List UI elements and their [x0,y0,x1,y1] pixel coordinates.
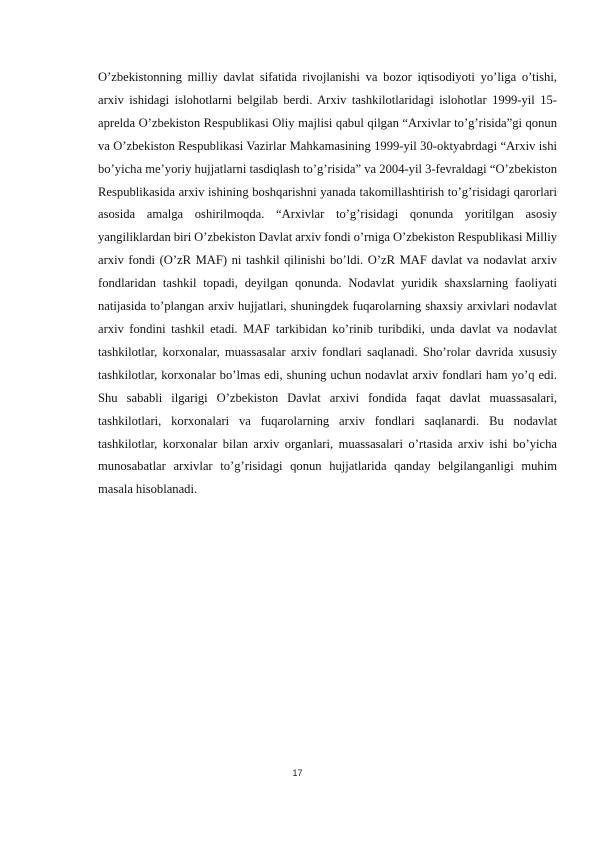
page-number: 17 [292,768,303,778]
body-paragraph: O’zbekistonning milliy davlat sifatida rivojlanishi va bozor iqtisodiyoti yo’liga o’tishi, arxiv ishidagi islohotlarni belgilab berdi. Arxiv tashkilotlaridagi islohotlar 1999-yil 15-aprelda O’zbekiston Respublikasi Oliy majlisi qabul qilgan “Arxivlar to’g’risida”gi qonun va O’zbekiston Respublikasi Vazirlar Mahkamasining 1999-yil 30-oktyabrdagi “Arxiv ishi bo’yicha me’yoriy hujjatlarni tasdiqlash to’g’risida” va 2004-yil 3-fevraldagi “O’zbekiston Respublikasida arxiv ishining boshqarishni yanada takomillashtirish to’g’risidagi qarorlari asosida amalga oshirilmoqda. “Arxivlar to’g’risidagi qonunda yoritilgan asosiy yangiliklardan biri O’zbekiston Davlat arxiv fondi o’rniga O’zbekiston Respublikasi Milliy arxiv fondi (O’zR MAF) ni tashkil qilinishi bo’ldi. O’zR MAF davlat va nodavlat arxiv fondlaridan tashkil topadi, deyilgan qonunda. Nodavlat yuridik shaxslarning faoliyati natijasida to’plangan arxiv hujjatlari, shuningdek fuqarolarning shaxsiy arxivlari nodavlat arxiv fondini tashkil etadi. MAF tarkibidan ko’rinib turibdiki, unda davlat va nodavlat tashkilotlar, korxonalar, muassasalar arxiv fondlari saqlanadi. Sho’rolar davrida xususiy tashkilotlar, korxonalar bo’lmas edi, shuning uchun nodavlat arxiv fondlari ham yo’q edi. Shu sababli ilgarigi O’zbekiston Davlat arxivi fondida faqat davlat muassasalari, tashkilotlari, korxonalari va fuqarolarning arxiv fondlari saqlanardi. Bu nodavlat tashkilotlar, korxonalar bilan arxiv organlari, muassasalari o’rtasida arxiv ishi bo’yicha munosabatlar arxivlar to’g’risidagi qonun hujjatlarida qanday belgilanganligi muhim masala hisoblanadi. [98,70,557,497]
